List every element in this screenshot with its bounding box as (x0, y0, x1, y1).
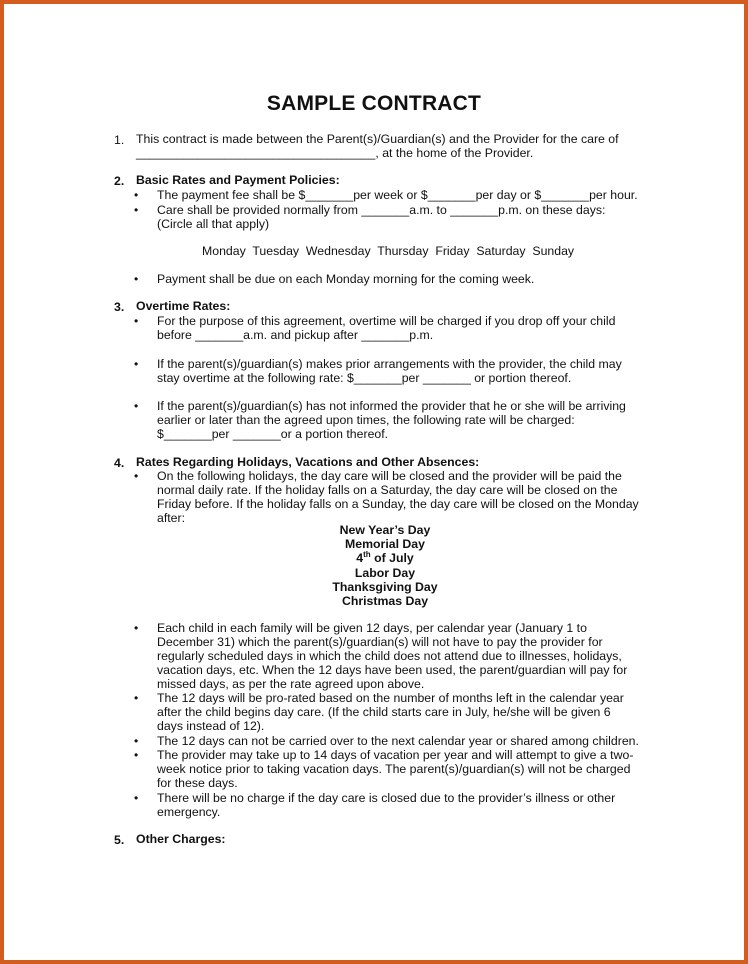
section-4-bullet-1-line-2: normal daily rate. If the holiday falls on a Saturday, the day care will be closed on the (157, 483, 618, 497)
section-3-bullet-2-line-2: stay overtime at the following rate: $_______per _______ or portion thereof. (157, 371, 572, 385)
bullet: • (134, 272, 139, 286)
holiday-thanksgiving-day: Thanksgiving Day (332, 579, 438, 594)
section-2-bullet-2-line-1: Care shall be provided normally from _______a.m. to _______p.m. on these days: (157, 203, 606, 217)
section-4-heading: Rates Regarding Holidays, Vacations and Other Absences: (136, 455, 480, 469)
bullet: • (134, 469, 139, 483)
section-1-line-2: ___________________________________, at the home of the Provider. (136, 146, 534, 160)
section-4-bullet-1-line-4: after: (157, 511, 186, 525)
section-4-bullet-2-line-2: December 31) which the parent(s)/guardian(s) will not have to pay the provider for (157, 635, 603, 649)
holiday-christmas-day: Christmas Day (341, 594, 429, 609)
bullet: • (134, 399, 139, 413)
bullet: • (134, 188, 139, 202)
section-4-number: 4. (114, 456, 125, 470)
section-3-number: 3. (114, 300, 125, 314)
section-4-bullet-6-line-1: There will be no charge if the day care is closed due to the provider’s illness or other (157, 791, 616, 805)
section-2-bullet-2-line-2: (Circle all that apply) (157, 217, 270, 231)
section-4-bullet-3-line-1: The 12 days will be pro-rated based on the number of months left in the calendar year (157, 691, 624, 705)
bullet: • (134, 748, 139, 762)
section-4-bullet-5-line-2: week notice prior to taking vacation days. The parent(s)/guardian(s) will not be charged (157, 762, 631, 776)
section-2-bullet-1: The payment fee shall be $_______per week or $_______per day or $_______per hour. (157, 188, 638, 202)
bullet: • (134, 791, 139, 805)
section-4-bullet-5-line-3: for these days. (157, 776, 238, 790)
section-2-heading: Basic Rates and Payment Policies: (136, 173, 340, 187)
section-4-bullet-2-line-1: Each child in each family will be given 12 days, per calendar year (January 1 to (157, 621, 587, 635)
section-4-bullet-2-line-5: missed days, as per the rate agreed upon above. (157, 677, 425, 691)
section-5-number: 5. (114, 833, 125, 847)
holiday-list (230, 523, 540, 608)
section-4-bullet-3-line-2: after the child begins day care. (If the child starts care in July, he/she will be given 6 (157, 705, 611, 719)
section-1-number: 1. (114, 133, 125, 147)
section-4-bullet-2-line-3: regularly scheduled days in which the child does not attend due to illnesses, holidays, (157, 649, 622, 663)
bullet: • (134, 314, 139, 328)
section-3-bullet-3-line-1: If the parent(s)/guardian(s) has not informed the provider that he or she will be arriving (157, 399, 626, 413)
holiday-memorial-day: Memorial Day (345, 537, 425, 552)
holiday-new-years-day: New Year’s Day (339, 523, 431, 537)
page-title: SAMPLE CONTRACT (266, 92, 482, 115)
bullet: • (134, 203, 139, 217)
section-3-bullet-3-line-3: $_______per _______or a portion thereof. (157, 427, 389, 441)
section-4-bullet-3-line-3: days instead of 12). (157, 719, 265, 733)
bullet: • (134, 691, 139, 705)
section-3-bullet-1-line-2: before _______a.m. and pickup after _______p.m. (157, 328, 434, 342)
section-4-bullet-4: The 12 days can not be carried over to the next calendar year or shared among children. (157, 734, 639, 748)
section-2-bullet-3: Payment shall be due on each Monday morning for the coming week. (157, 272, 535, 286)
bullet: • (134, 357, 139, 371)
bullet: • (134, 734, 139, 748)
section-3-bullet-1-line-1: For the purpose of this agreement, overtime will be charged if you drop off your child (157, 314, 616, 328)
section-3-bullet-2-line-1: If the parent(s)/guardian(s) makes prior arrangements with the provider, the child may (157, 357, 622, 371)
section-4-bullet-5-line-1: The provider may take up to 14 days of vacation per year and will attempt to give a two- (157, 748, 634, 762)
section-3-heading: Overtime Rates: (136, 299, 231, 313)
bullet: • (134, 621, 139, 635)
section-2-number: 2. (114, 174, 125, 188)
section-5-heading: Other Charges: (136, 832, 226, 846)
holiday-fourth-of-july: 4th of July (356, 550, 414, 566)
section-1-line-1: This contract is made between the Parent(s)/Guardian(s) and the Provider for the care of (136, 132, 619, 146)
section-4-bullet-6-line-2: emergency. (157, 805, 221, 819)
section-4-bullet-1-line-1: On the following holidays, the day care will be closed and the provider will be paid the (157, 469, 622, 483)
holiday-labor-day: Labor Day (354, 565, 416, 580)
section-3-bullet-3-line-2: earlier or later than the agreed upon times, the following rate will be charged: (157, 413, 575, 427)
section-4-bullet-2-line-4: vacation days, etc. When the 12 days have been used, the parent/guardian will pay for (157, 663, 628, 677)
section-4-bullet-1-line-3: Friday before. If the holiday falls on a Sunday, the day care will be closed on the Monday (157, 497, 639, 511)
days-of-week: Monday Tuesday Wednesday Thursday Friday Saturday Sunday (202, 244, 575, 258)
